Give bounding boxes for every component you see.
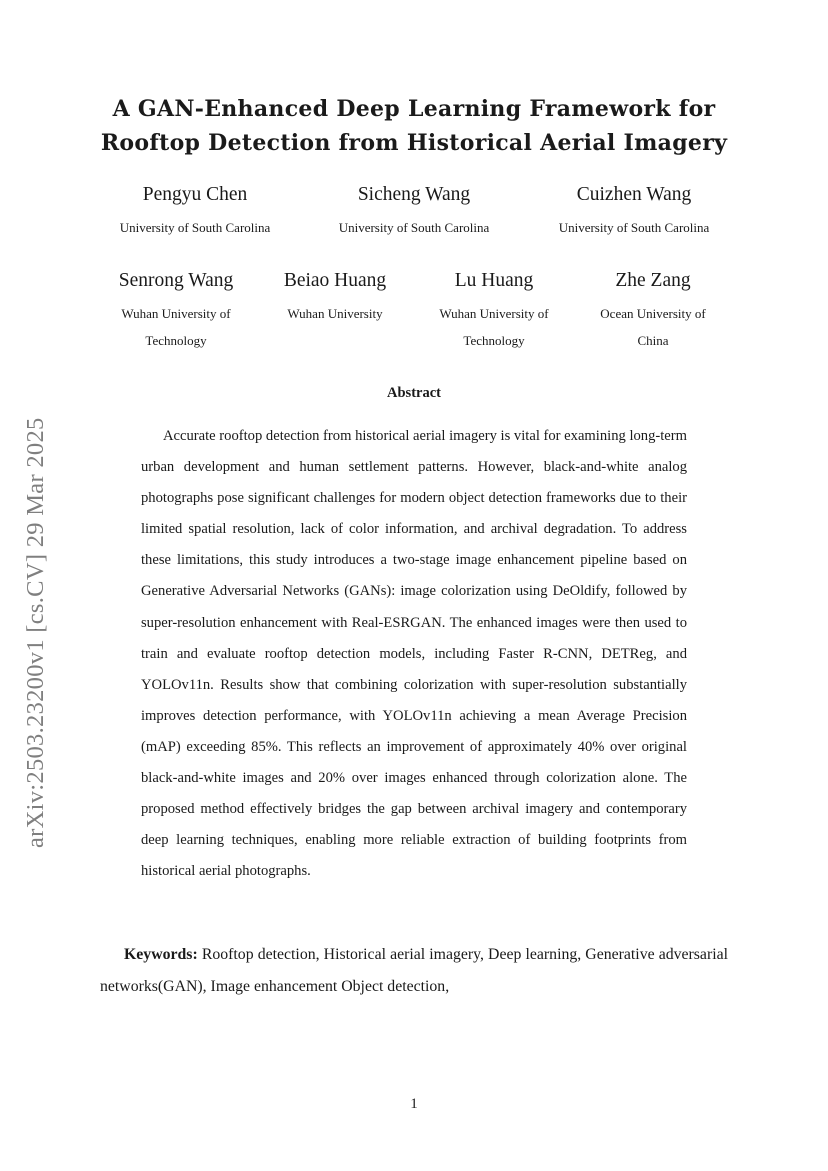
author-block [314,182,514,241]
page-number: 1 [410,1096,418,1112]
author-affiliation: University of South Carolina [338,220,490,235]
affiliation-line: China [637,333,669,348]
author-name: Lu Huang [454,270,534,291]
author-name: Sicheng Wang [357,184,471,205]
author-name: Beiao Huang [283,270,387,291]
keywords-text: Rooftop detection, Historical aerial imagery, Deep learning, Generative adversarial networks(GAN), Image enhancement Object detection, [100,946,728,995]
author-affiliation [553,300,753,354]
author-block [95,182,295,241]
affiliation-line: Technology [145,333,207,348]
keywords-label: Keywords: [124,946,198,963]
paper-title [0,92,828,160]
arxiv-identifier: arXiv:2503.23200v1 [cs.CV] 29 Mar 2025 [22,417,49,848]
title-line-1: A GAN-Enhanced Deep Learning Framework for [112,96,716,122]
affiliation-line: Wuhan University of [121,306,231,321]
abstract-heading: Abstract [387,385,441,401]
abstract-text: Accurate rooftop detection from historical aerial imagery is vital for examining long-term urban development and human settlement patterns. However, black-and-white analog photographs pose significant challenges for modern object detection frameworks due to their limited spatial resolution, lack of color information, and archival degradation. To address these limitations, this study introduces a two-stage image enhancement pipeline based on Generative Adversarial Networks (GANs): image colorization using DeOldify, followed by super-resolution enhancement with Real-ESRGAN. The enhanced images were then used to train and evaluate rooftop detection models, including Faster R-CNN, DETReg, and YOLOv11n. Results show that combining colorization with super-resolution substantially improves detection performance, with YOLOv11n achieving a mean Average Precision (mAP) exceeding 85%. This reflects an improvement of approximately 40% over original black-and-white images and 20% over images enhanced through colorization alone. The proposed method effectively bridges the gap between archival imagery and contemporary deep learning techniques, enabling more reliable extraction of building footprints from historical aerial photographs. [141,428,687,880]
affiliation-line: Wuhan University of [439,306,549,321]
author-block [553,268,753,354]
keywords [100,939,728,1003]
author-name: Pengyu Chen [142,184,248,205]
author-name: Zhe Zang [615,270,691,291]
author-affiliation: University of South Carolina [119,220,271,235]
author-affiliation: Wuhan University [287,306,383,321]
author-block [534,182,734,241]
author-name: Senrong Wang [118,270,234,291]
affiliation-line: Technology [463,333,525,348]
author-name: Cuizhen Wang [576,184,692,205]
title-line-2: Rooftop Detection from Historical Aerial Imagery [100,130,728,156]
author-affiliation: University of South Carolina [558,220,710,235]
affiliation-line: Ocean University of [600,306,706,321]
